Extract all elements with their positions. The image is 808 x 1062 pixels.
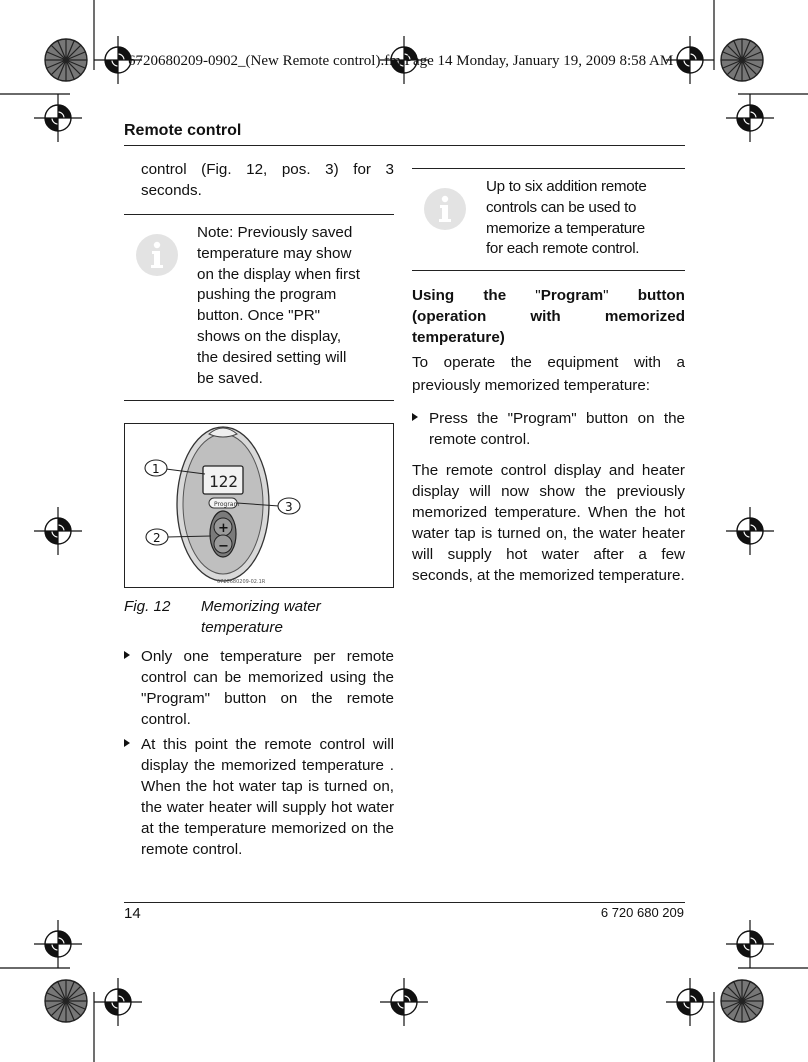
note-line: on the display when first [197, 265, 360, 283]
bullet-item-display-memorized [124, 734, 394, 860]
note-line: temperature may show [197, 244, 352, 262]
bullet-text: At this point the remote control will display the memorized temperature . When the hot water tap is turned on, the water heater will supply hot water at the temperature memorized on the remote control. [141, 736, 394, 858]
note-line: controls can be used to [486, 198, 637, 216]
document-number: 6 720 680 209 [600, 905, 684, 920]
right-note-rule-top [412, 168, 685, 169]
heading-line-2 [412, 306, 685, 327]
note-line: Note: Previously saved [197, 224, 353, 241]
note-line: pushing the program [197, 286, 337, 304]
note-line: memorize a temperature [486, 219, 645, 237]
callout-3: 3 [285, 500, 293, 514]
info-icon [423, 187, 467, 231]
page-number: 14 [124, 905, 141, 922]
heading-program: Program [540, 287, 604, 304]
callout-2: 2 [153, 531, 161, 545]
caption-number: Fig. 12 [124, 598, 171, 615]
heading-line-3: temperature) [412, 329, 505, 346]
note-line: Up to six addition remote [486, 178, 647, 195]
operate-intro: To operate the equipment with a previously memorized temperature: [412, 354, 685, 394]
program-button-label: Program [214, 501, 240, 508]
callout-1: 1 [152, 462, 160, 476]
note-rule-bottom [124, 400, 394, 401]
bullet-item-press-program [412, 408, 685, 452]
note-line: button. Once "PR" [197, 307, 321, 325]
caption-text-2: temperature [201, 619, 283, 636]
heading-word-with: with [530, 308, 561, 325]
figure-remote-control [124, 423, 394, 588]
right-note-rule-bottom [412, 270, 685, 271]
note-six-remotes [486, 177, 685, 260]
heading-word-memorized: memorized [604, 308, 685, 325]
footer-rule [124, 902, 685, 903]
note-previously-saved [197, 223, 387, 389]
remote-control-illustration [125, 424, 393, 587]
bullet-arrow-icon [124, 739, 130, 747]
info-icon [135, 233, 179, 277]
note-line: shows on the display, [197, 327, 342, 345]
bullet-text: Press the "Program" button on the remote control. [429, 410, 685, 448]
note-line: be saved. [197, 369, 263, 387]
bullet-item-one-temperature [124, 646, 394, 730]
bullet-arrow-icon [412, 413, 418, 421]
note-line: for each remote control. [486, 240, 640, 258]
figure-code: 6720680209-02.1R [217, 579, 266, 585]
bullet-arrow-icon [124, 651, 130, 659]
heading-line-1 [412, 285, 685, 306]
minus-button: − [218, 539, 229, 554]
result-paragraph: The remote control display and heater display will now show the previously memorized temperature. When the hot water tap is turned on, the water heater will supply hot water after a few seconds, at the memorized temperature. [412, 462, 685, 584]
note-rule-top [124, 214, 394, 215]
file-slug: 6720680209-0902_(New Remote control).fm Page 14 Monday, January 19, 2009 8:58 AM [128, 53, 674, 69]
note-line: the desired setting will [197, 348, 347, 366]
header-rule [124, 145, 685, 146]
section-title: Remote control [124, 122, 242, 139]
plus-button: + [218, 521, 229, 536]
caption-text-1: Memorizing water [201, 598, 321, 615]
heading-word-the: the [483, 287, 507, 304]
subsection-heading [412, 285, 685, 348]
intro-paragraph: control (Fig. 12, pos. 3) for 3 seconds. [141, 161, 394, 199]
bullet-text: Only one temperature per remote control can be memorized using the "Program" button on the remote control. [141, 648, 394, 728]
heading-program-group: "Program" [535, 287, 609, 304]
heading-word-button: button [637, 287, 685, 304]
heading-word-using: Using [412, 287, 455, 304]
display-digits: 122 [209, 472, 238, 491]
heading-word-operation: (operation [412, 308, 487, 325]
